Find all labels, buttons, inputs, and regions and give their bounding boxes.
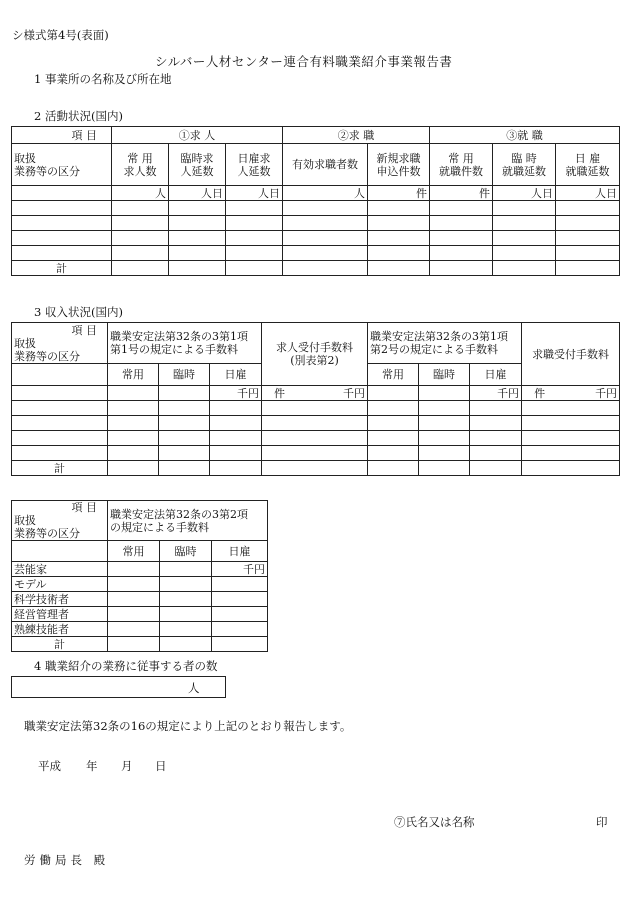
- unit-label: 千円: [210, 386, 262, 401]
- col-header: 新規求職 申込件数: [368, 144, 430, 186]
- row-label: モデル: [12, 577, 108, 592]
- table-row: [12, 201, 620, 216]
- section-3-heading: 3 収入状況(国内): [34, 305, 123, 319]
- income-table-2: [11, 500, 268, 652]
- signature-label: ⑦氏名又は名称: [394, 815, 475, 829]
- form-number: シ様式第4号(表面): [12, 28, 109, 42]
- date-year: 年: [86, 759, 98, 773]
- unit-label: 人: [283, 186, 368, 201]
- total-label: 計: [12, 637, 108, 652]
- date-month: 月: [121, 759, 133, 773]
- total-label: 計: [12, 261, 112, 276]
- table-row: [12, 231, 620, 246]
- group-placements: ③就 職: [430, 127, 620, 144]
- total-label: 計: [12, 461, 108, 476]
- table-row: [12, 431, 620, 446]
- unit-row: [12, 386, 620, 401]
- section-1-heading: 1 事業所の名称及び所在地: [34, 72, 172, 86]
- table-row: [12, 216, 620, 231]
- activity-table: [11, 126, 620, 276]
- table-row: [12, 401, 620, 416]
- section-4-heading: 4 職業紹介の業務に従事する者の数: [34, 659, 218, 673]
- col-header: 日 雇 就職延数: [556, 144, 620, 186]
- section-2-heading: 2 活動状況(国内): [34, 109, 123, 123]
- col-temp: 臨時: [419, 364, 470, 386]
- row-label: 経営管理者: [12, 607, 108, 622]
- col-daily: 日雇: [210, 364, 262, 386]
- table-row: [12, 246, 620, 261]
- unit-label: 千円: [212, 562, 268, 577]
- staff-count-box[interactable]: [11, 676, 226, 698]
- col-header: 臨時求 人延数: [169, 144, 226, 186]
- unit-pair: 件 千円: [522, 386, 620, 401]
- col-header: 臨 時 就職延数: [493, 144, 556, 186]
- unit-label: 人日: [226, 186, 283, 201]
- col-regular: 常用: [368, 364, 419, 386]
- group-offers: ①求 人: [112, 127, 283, 144]
- item-category-header: 項 目 取扱 業務等の区分: [12, 323, 108, 364]
- total-row: [12, 261, 620, 276]
- row-label: 科学技術者: [12, 592, 108, 607]
- seeker-fee-header: 求職受付手数料: [522, 323, 620, 386]
- item-category-header: 項 目 取扱 業務等の区分: [12, 501, 108, 541]
- col-header: 常 用 就職件数: [430, 144, 493, 186]
- unit-label: 人日: [493, 186, 556, 201]
- unit-label: 人: [112, 186, 169, 201]
- unit-label: 人日: [556, 186, 620, 201]
- income-table: [11, 322, 620, 476]
- col-daily: 日雇: [212, 541, 268, 562]
- fee-header: 職業安定法第32条の3第2項 の規定による手数料: [108, 501, 268, 541]
- item-label: 項 目: [12, 127, 112, 144]
- table-row: [12, 446, 620, 461]
- table-row: [12, 562, 268, 577]
- staff-unit: 人: [188, 681, 200, 695]
- spacer: [12, 541, 108, 562]
- row-label: 芸能家: [12, 562, 108, 577]
- col-daily: 日雇: [470, 364, 522, 386]
- seal-mark: 印: [596, 815, 608, 829]
- date-era: 平成: [38, 759, 61, 773]
- unit-label: 件: [368, 186, 430, 201]
- date-day: 日: [155, 759, 167, 773]
- table-row: [12, 416, 620, 431]
- total-row: [12, 637, 268, 652]
- col-regular: 常用: [108, 541, 160, 562]
- spacer: [12, 364, 108, 386]
- unit-row: [12, 186, 620, 201]
- table-row: [12, 592, 268, 607]
- col-temp: 臨時: [160, 541, 212, 562]
- fee1-header: 職業安定法第32条の3第1項 第1号の規定による手数料: [108, 323, 262, 364]
- col-header: 有効求職者数: [283, 144, 368, 186]
- col-header: 日雇求 人延数: [226, 144, 283, 186]
- row-label: 熟練技能者: [12, 622, 108, 637]
- declaration-text: 職業安定法第32条の16の規定により上記のとおり報告します。: [24, 719, 352, 733]
- col-header: 常 用 求人数: [112, 144, 169, 186]
- unit-pair: 件 千円: [262, 386, 368, 401]
- table-row: [12, 607, 268, 622]
- group-seekers: ②求 職: [283, 127, 430, 144]
- addressee: 労働局長 殿: [24, 853, 110, 867]
- category-label: 取扱 業務等の区分: [12, 144, 112, 186]
- table-row: [12, 577, 268, 592]
- col-regular: 常用: [108, 364, 159, 386]
- unit-label: 件: [430, 186, 493, 201]
- fee2-header: 職業安定法第32条の3第1項 第2号の規定による手数料: [368, 323, 522, 364]
- col-temp: 臨時: [159, 364, 210, 386]
- table-row: [12, 622, 268, 637]
- document-title: シルバー人材センター連合有料職業紹介事業報告書: [155, 54, 453, 69]
- unit-label: 千円: [470, 386, 522, 401]
- total-row: [12, 461, 620, 476]
- unit-label: 人日: [169, 186, 226, 201]
- offer-fee-header: 求人受付手数料 (別表第2): [262, 323, 368, 386]
